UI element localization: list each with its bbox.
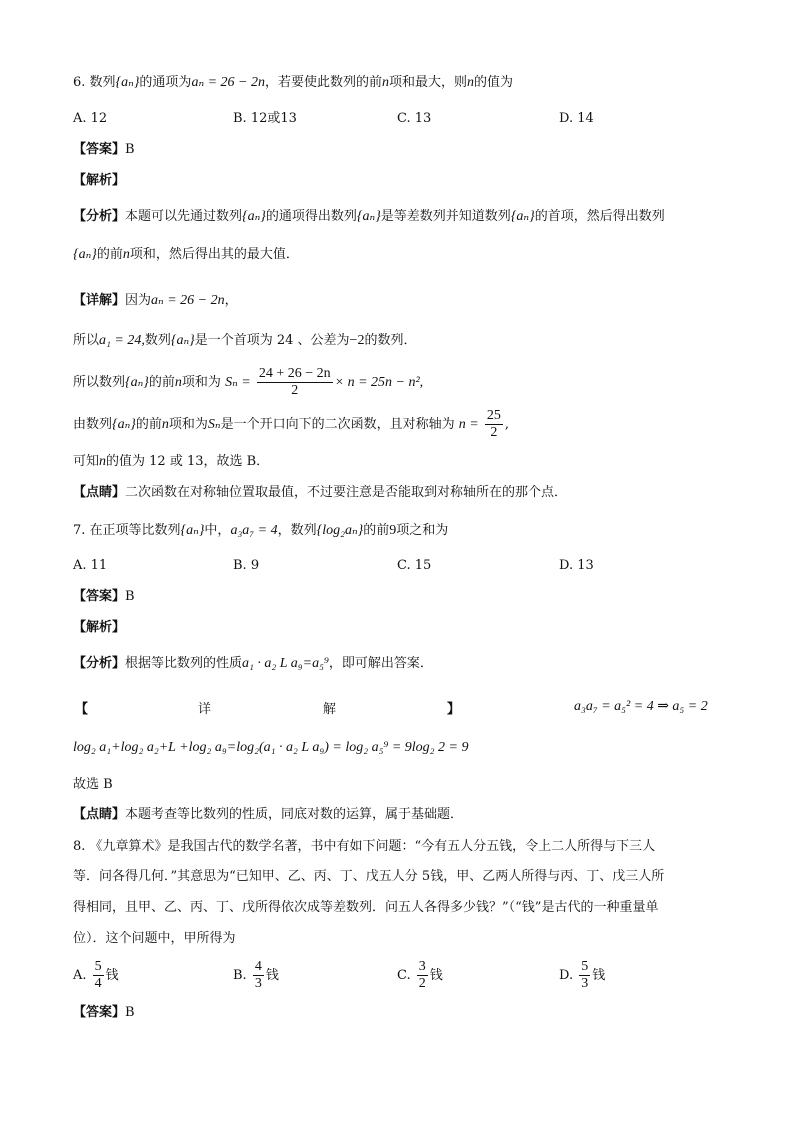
sum-fraction: $\frac{24 + 26 - 2n}{2}$ (258, 366, 331, 398)
q8-option-b: B. $\frac{4}{3}$ 钱 (233, 959, 279, 991)
q7-option-d: D. 13 (559, 558, 594, 573)
q6-text: 的值为 (474, 75, 514, 90)
q6-xiangjie-line2: 所以a₁ = 24,数列{aₙ}是一个首项为 24 、公差为−2的数列． (73, 333, 417, 348)
q6-fenxi-line1: 【分析】本题可以先通过数列{aₙ}的通项得出数列{aₙ}是等差数列并知道数列{aₙ}的首项，然后得出数列 (73, 209, 665, 224)
q6-analysis-tag: 【解析】 (73, 173, 126, 188)
q7-analysis-tag: 【解析】 (73, 620, 126, 635)
q6-n: n (467, 75, 475, 90)
q6-answer: 【答案】B (73, 142, 135, 157)
q7-xiangjie-bracket-left: 【 (75, 702, 89, 717)
q7-stem: 7. 在正项等比数列{aₙ}中，a₃a₇ = 4，数列{log₂aₙ}的前9项之和为 (73, 523, 449, 538)
q8-answer: 【答案】B (73, 1005, 135, 1020)
q7-xiangjie-conclusion: 故选 B (73, 777, 113, 792)
q7-xiangjie-char2: 解 (323, 702, 337, 717)
q8-stem-line3: 得相同，且甲、乙、丙、丁、戊所得依次成等差数列．问五人各得多少钱？”（“钱”是古代的一种重量单 (73, 900, 659, 915)
q6-option-b: B. 12或13 (233, 111, 297, 126)
q6-option-c: C. 13 (397, 111, 432, 126)
q8-stem-line4: 位）．这个问题中，甲所得为 (73, 931, 236, 946)
q6-xiangjie-line1: 【详解】因为aₙ = 26 − 2n， (73, 293, 238, 308)
axis-fraction: $\frac{25}{2}$ (486, 408, 501, 440)
q7-answer: 【答案】B (73, 589, 135, 604)
q7-xiangjie-formula: log₂ a₁+log₂ a₂+L +log₂ a₉=log₂(a₁ · a₂ L a₉) = log₂ a₅⁹ = 9log₂ 2 = 9 (73, 740, 469, 755)
q6-xiangjie-line3: 所以数列{aₙ}的前n项和为 Sₙ = $\frac{24 + 26 - 2n}{2}$ × n = 25n − n², (73, 366, 424, 398)
q6-option-d: D. 14 (559, 111, 594, 126)
q7-fenxi: 【分析】根据等比数列的性质a₁ · a₂ L a₉=a₅⁹，即可解出答案． (73, 656, 433, 671)
q7-xiangjie-bracket-right: 】 (447, 702, 461, 717)
q6-stem (73, 74, 513, 92)
q6-dianjing: 【点睛】二次函数在对称轴位置取最值，不过要注意是否能取到对称轴所在的那个点． (73, 485, 568, 500)
q7-xiangjie-char1: 详 (198, 702, 212, 717)
q7-option-b: B. 9 (233, 558, 260, 573)
q6-n: n (382, 75, 390, 90)
q7-dianjing: 【点睛】本题考查等比数列的性质，同底对数的运算，属于基础题． (73, 807, 464, 822)
q8-option-d: D. $\frac{5}{3}$ 钱 (559, 959, 606, 991)
q8-option-c: C. $\frac{3}{2}$ 钱 (397, 959, 443, 991)
q6-prefix: 6. 数列 (73, 75, 116, 90)
q6-text: ，若要使此数列的前 (265, 75, 383, 90)
q6-xiangjie-line4: 由数列{aₙ}的前n项和为Sₙ是一个开口向下的二次函数，且对称轴为 n = $\frac{25}{2}$ , (73, 408, 509, 440)
q6-option-a: A. 12 (73, 111, 108, 126)
q6-text: 项和最大，则 (389, 75, 468, 90)
q7-option-a: A. 11 (73, 558, 108, 573)
q6-text: 的通项为 (139, 75, 192, 90)
q6-xiangjie-line5: 可知n的值为 12 或 13，故选 B． (73, 454, 270, 469)
q6-formula: aₙ = 26 − 2n (191, 75, 266, 90)
q6-seq: {aₙ} (115, 75, 140, 90)
q8-stem-line2: 等．问各得几何．”其意思为“已知甲、乙、丙、丁、戊五人分 5钱，甲、乙两人所得与丙、丁、戊三人所 (73, 869, 665, 884)
q7-option-c: C. 15 (397, 558, 432, 573)
q8-option-a: A. $\frac{5}{4}$ 钱 (73, 959, 119, 991)
q7-xiangjie-formula-right: a₃a₇ = a₅² = 4 ⇒ a₅ = 2 (574, 699, 708, 714)
q8-stem-line1: 8. 《九章算术》是我国古代的数学名著，书中有如下问题：“今有五人分五钱，令上二人所得与下三人 (73, 839, 656, 854)
q6-fenxi-line2: {aₙ}的前n项和，然后得出其的最大值． (73, 247, 299, 262)
